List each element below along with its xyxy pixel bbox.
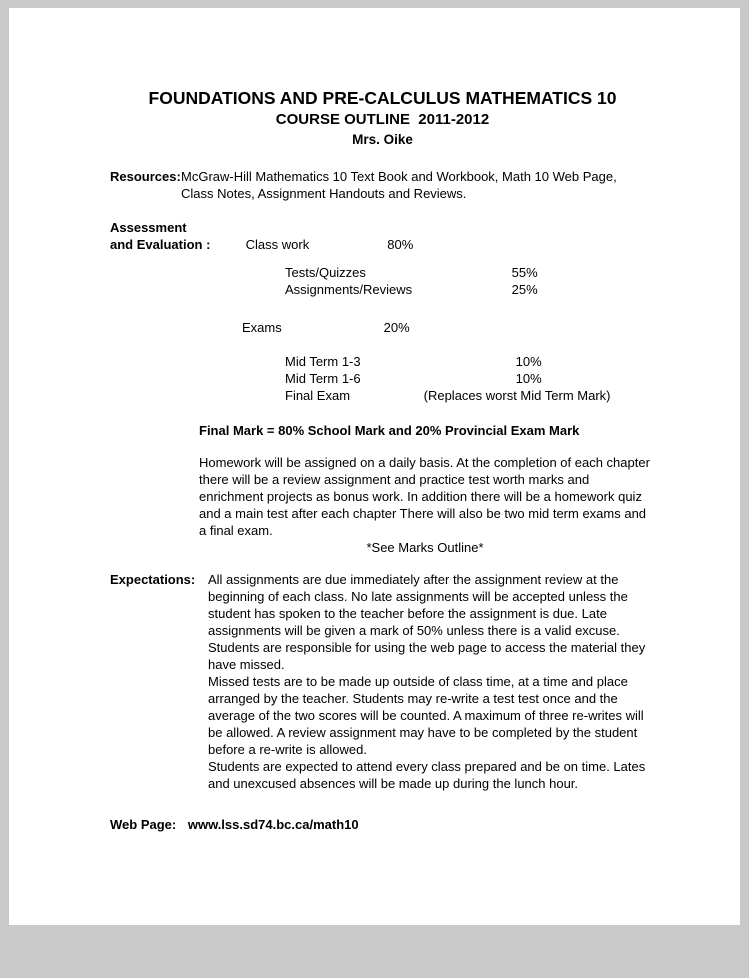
table-row <box>285 264 740 281</box>
webpage-url: www.lss.sd74.bc.ca/math10 <box>187 817 359 832</box>
classwork-value: 80% <box>387 237 414 252</box>
item-label: Mid Term 1-6 <box>285 371 361 386</box>
homework-paragraph: Homework will be assigned on a daily basis. At the completion of each chapter there will be a review assignment and practice test worth marks and enrichment projects as bonus work. In addition there will be a homework quiz and a main test after each chapter There will also be two mid term exams and a final exam. <box>199 455 650 538</box>
item-value: (Replaces worst Mid Term Mark) <box>423 388 611 403</box>
teacher-name: Mrs. Oike <box>352 132 413 147</box>
resources-text: McGraw-Hill Mathematics 10 Text Book and Workbook, Math 10 Web Page, Class Notes, Assignment Handouts and Reviews. <box>181 169 617 201</box>
item-label: Tests/Quizzes <box>285 265 366 280</box>
expectations-text <box>208 571 655 792</box>
item-label: Mid Term 1-3 <box>285 354 361 369</box>
document-page <box>9 8 740 925</box>
expectations-paragraph: Students are expected to attend every class prepared and be on time. Lates and unexcused absences will be made up during the lunch hour. <box>208 759 646 791</box>
exams-label: Exams <box>242 320 282 335</box>
exams-value: 20% <box>383 320 410 335</box>
final-mark-statement: Final Mark = 80% School Mark and 20% Provincial Exam Mark <box>199 423 580 438</box>
item-value: 55% <box>511 265 538 280</box>
document-viewer <box>0 8 749 925</box>
document-content <box>9 8 740 833</box>
table-row <box>285 353 740 370</box>
exams-breakdown <box>285 353 740 404</box>
webpage-line <box>110 816 740 833</box>
document-subtitle: COURSE OUTLINE 2011-2012 <box>275 111 490 128</box>
expectations-label: Expectations: <box>110 572 196 587</box>
item-label: Final Exam <box>285 388 351 403</box>
document-title: FOUNDATIONS AND PRE-CALCULUS MATHEMATICS 10 <box>148 88 617 108</box>
item-value: 10% <box>515 371 542 386</box>
item-value: 25% <box>511 282 538 297</box>
classwork-label: Class work <box>245 237 310 252</box>
item-value: 10% <box>515 354 542 369</box>
resources-section <box>110 168 740 202</box>
assessment-label-line2: and Evaluation : <box>110 237 211 252</box>
marks-outline-note: *See Marks Outline* <box>366 540 484 555</box>
resources-label: Resources: <box>110 169 181 184</box>
expectations-paragraph: Missed tests are to be made up outside of class time, at a time and place arranged by the teacher. Students may re-write a test test once and the average of the two scores will be counted. A maximum of three re-writes will be allowed. A review assignment may have to be completed by the student before a re-write is allowed. <box>208 674 644 757</box>
assessment-label-line1: Assessment <box>110 220 187 235</box>
assessment-classwork-row <box>110 236 740 253</box>
homework-section <box>199 454 651 556</box>
webpage-label: Web Page: <box>110 817 177 832</box>
table-row <box>285 387 740 404</box>
table-row <box>285 370 740 387</box>
expectations-paragraph: All assignments are due immediately after the assignment review at the beginning of each class. No late assignments will be accepted unless the student has spoken to the teacher before the assignment is due. Late assignments will be given a mark of 50% unless there is a valid excuse. Students are responsible for using the web page to access the material they have missed. <box>208 572 646 672</box>
expectations-section <box>110 571 740 792</box>
item-label: Assignments/Reviews <box>285 282 413 297</box>
exams-row <box>242 319 740 336</box>
classwork-breakdown <box>285 264 740 298</box>
table-row <box>285 281 740 298</box>
